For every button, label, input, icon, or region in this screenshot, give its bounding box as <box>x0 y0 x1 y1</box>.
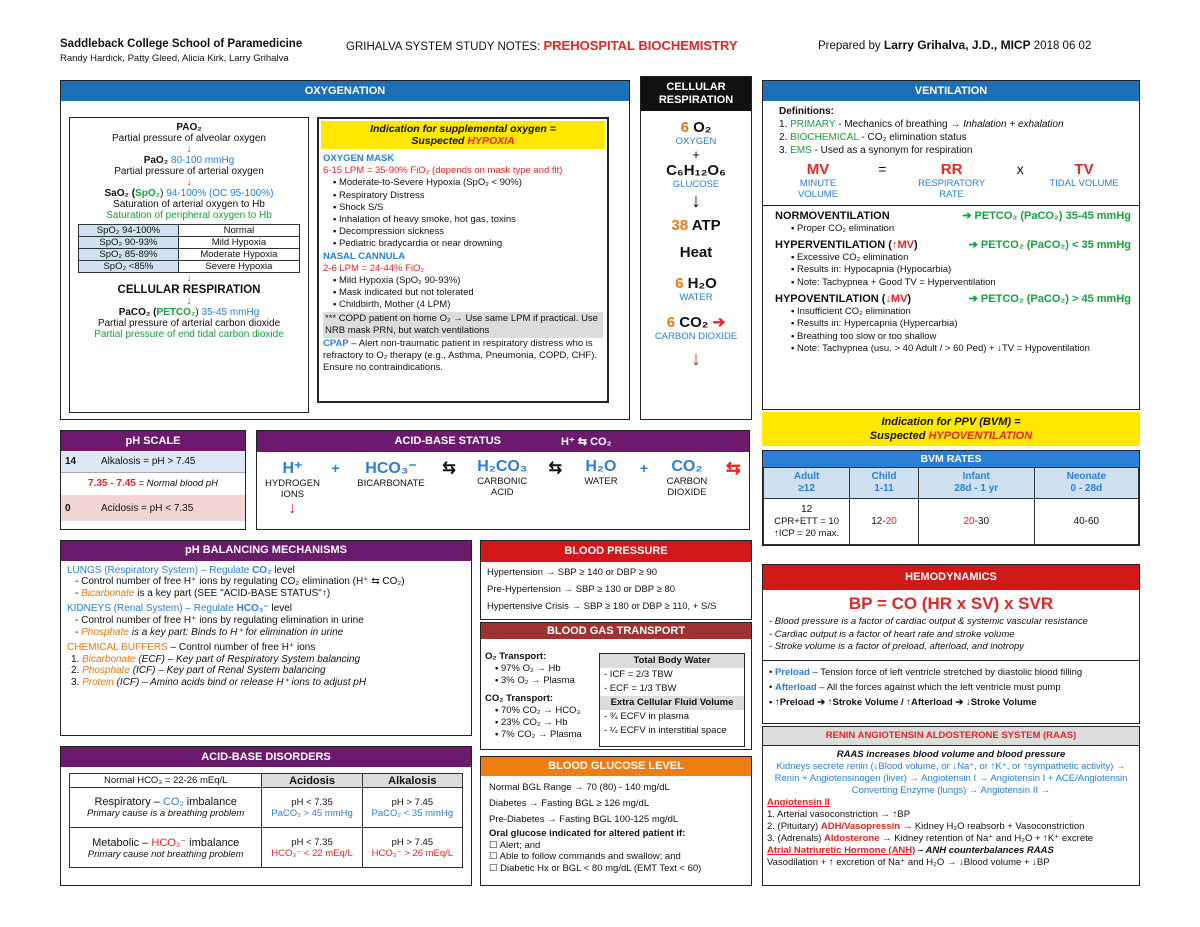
notes-prefix: GRIHALVA SYSTEM STUDY NOTES: <box>346 41 541 53</box>
list-item: • Proper CO₂ elimination <box>791 223 1139 236</box>
glucose-formula: C₆H₁₂O₆ <box>666 162 726 179</box>
raas-subtitle: RAAS increases blood volume and blood pressure <box>836 749 1066 760</box>
kidneys-phosphate: Phosphate <box>81 626 129 638</box>
co2: CO₂ <box>671 458 703 475</box>
hco3: HCO₃⁻ <box>365 460 417 477</box>
sao2-desc: Saturation of arterial oxygen to Hb <box>113 199 265 210</box>
anh-effect: Vasodilation + ↑ excretion of Na⁺ and H₂O → ↓Blood volume + ↓BP <box>767 857 1050 868</box>
hyper-mv: ↑MV <box>891 239 914 251</box>
abd-head-acidosis: Acidosis <box>262 774 362 788</box>
list-item: • Childbirth, Mother (4 LPM) <box>333 299 603 311</box>
acid-base-disorders-panel <box>60 746 472 886</box>
blood-gas-transport-panel <box>480 622 752 750</box>
cpap-text: – Alert non-traumatic patient in respiratory distress who is refractory to O₂ therapy (e.g., Asthma, Pneumonia, COPD, CHF). Ensure no contraindications. <box>323 338 598 374</box>
nc-list <box>323 275 603 312</box>
h2o-coef: 6 <box>675 275 684 292</box>
cellular-respiration-panel <box>640 76 752 420</box>
mv-equation <box>763 161 1139 200</box>
plus-sign: + <box>692 147 700 162</box>
table-cell: Mild Hypoxia <box>178 237 299 249</box>
phbal-content: LUNGS (Respiratory System) – Regulate CO₂ level - Control number of free H⁺ ions by regulating CO₂ elimination (H⁺ ⇆ CO₂) - Bicarbonate is a key part (SEE "ACID-BASE STATUS"↑) KIDNEYS (Renal System) – Regulate HCO₃⁻ level - Control number of free H⁺ ions by regulating elimination in urine - Phosphate is a key part: Binds to H⁺ for elimination in urine CHEMICAL BUFFERS – Control number of free H⁺ ions 1. Bicarbonate (ECF) – Key part of Respiratory System balancing 2. Phosphate (ICF) – Key part of Renal System balancing 3. Protein (ICF) – Amino acids bind or release H⁺ ions to adjust pH <box>67 564 405 688</box>
equals-sign: = <box>878 161 887 177</box>
oxygen-cascade-box: PAO₂ Partial pressure of alveolar oxygen ↓ PaO₂ 80-100 mmHg Partial pressure of arterial oxygen ↓ SaO₂ (SpO₂) 94-100% (OC 95-100%) Saturation of arterial oxygen to Hb Saturation of peripheral oxygen to Hb SpO₂ 94-100% Normal SpO₂ 90-93% Mild Hypoxia SpO₂ 85-89% Moderate Hypoxia SpO₂ <85% Severe Hypoxia ↓ CELLULAR RESPIRATION ↓ PaCO₂ (PETCO₂) 35-45 mmHg Partial pressure of arterial carbon dioxide Partial pressure of end tidal carbon dioxide <box>69 117 309 413</box>
raas-title: RENIN ANGIOTENSIN ALDOSTERONE SYSTEM (RAAS) <box>763 727 1139 746</box>
checkbox-alert: Alert; and <box>499 839 541 851</box>
down-arrow: ↓ <box>288 500 297 517</box>
hyperventilation: HYPERVENTILATION ( <box>775 239 892 251</box>
table-cell: Normal <box>178 225 299 237</box>
ecf-heading: Extra Cellular Fluid Volume <box>600 696 744 710</box>
meta-cause: Primary cause not breathing problem <box>87 848 244 860</box>
oxygenation-title: OXYGENATION <box>61 81 629 101</box>
bvm-rates-panel <box>762 450 1140 546</box>
down-arrow: ↓ <box>186 144 192 155</box>
rr-desc: RESPIRATORY RATE <box>918 178 986 200</box>
blood-pressure-panel <box>480 540 752 620</box>
cellresp-title: CELLULAR RESPIRATION <box>641 77 751 111</box>
list-item: • Inhalation of heavy smoke, hot gas, toxins <box>333 214 603 226</box>
h2o: H₂O <box>585 458 617 475</box>
list-item: • Decompression sickness <box>333 226 603 238</box>
bvm-neonate: 40-60 <box>1034 499 1138 545</box>
raas-panel <box>762 726 1140 886</box>
kidneys-line1: Control number of free H⁺ ions by regulating elimination in urine <box>81 614 364 626</box>
h-label: HYDROGEN IONS <box>265 478 320 500</box>
bp-content <box>481 562 751 617</box>
bvm-adult-cpr: CPR+ETT = 10 <box>774 515 840 527</box>
bgt-title: BLOOD GAS TRANSPORT <box>481 623 751 639</box>
notes-title: PREHOSPITAL BIOCHEMISTRY <box>543 38 738 53</box>
o2-coef: 6 <box>680 119 689 136</box>
right-arrow-icon: ➔ <box>712 314 726 331</box>
angiotensin2-heading: Angiotensin II <box>767 797 830 808</box>
co2-coef: 6 <box>666 314 676 331</box>
list-item: • Results in: Hypocapnia (Hypocarbia) <box>791 264 1139 277</box>
chem-protein: Protein <box>82 676 114 688</box>
alkalosis-text: Alkalosis = pH > 7.45 <box>101 456 196 467</box>
list-item: • 7% CO₂ → Plasma <box>495 729 597 741</box>
vent-definitions: Definitions: 1. PRIMARY - Mechanics of breathing → Inhalation + exhalation 2. BIOCHEMICAL - CO₂ elimination status 3. EMS - Used as a synonym for respiration <box>763 101 1139 157</box>
ph-scale-panel <box>60 430 246 530</box>
bp-title: BLOOD PRESSURE <box>481 541 751 562</box>
def-biochem-text: - CO₂ elimination status <box>858 132 967 143</box>
raas-pathway: Kidneys secrete renin (↓Blood volume, or ↓Na⁺, or ↑K⁺, or ↑sympathetic activity) → Renin + Angiotensinogen (liver) → Angiotensin I → Angiotensin I + ACE/Angiotensin Converting Enzyme (lungs) → Angiotensin II → <box>774 761 1128 796</box>
supp-hypoxia: HYPOXIA <box>467 135 515 147</box>
chem-phosphate: Phosphate <box>82 665 130 677</box>
def-ems-text: - Used as a synonym for respiration <box>811 145 973 156</box>
oxygenation-panel <box>60 80 630 420</box>
adh-label: ADH/Vasopressin <box>820 821 901 832</box>
list-item: • Pediatric bradycardia or near drowning <box>333 238 603 250</box>
tbw-heading: Total Body Water <box>600 654 744 668</box>
checkbox-diabetic: Diabetic Hx or BGL < 80 mg/dL (EMT Text < 60) <box>500 862 702 874</box>
bvm-table <box>763 467 1139 545</box>
ph-0: 0 <box>65 502 71 514</box>
h2co3-label: CARBONIC ACID <box>477 476 528 498</box>
chem-heading: CHEMICAL BUFFERS <box>67 642 168 654</box>
notes-title-line <box>346 38 738 53</box>
mv-desc: MINUTE VOLUME <box>797 178 839 200</box>
hemo-equation <box>763 593 1139 613</box>
abd-title: ACID-BASE DISORDERS <box>61 747 471 767</box>
list-item: • Mild Hypoxia (SpO₂ 90-93%) <box>333 275 603 287</box>
bp-equation: BP = CO (HR x SV) x SVR <box>848 593 1054 613</box>
list-item: • 97% O₂ → Hb <box>495 663 597 675</box>
oral-glucose-heading: Oral glucose indicated for altered patient if: <box>489 827 686 839</box>
red-equilibrium-icon: ⇆ <box>725 458 741 478</box>
normo-range: ➔ PETCO₂ (PaCO₂) 35-45 mmHg <box>962 210 1131 222</box>
list-item: • 70% CO₂ → HCO₃ <box>495 705 597 717</box>
ph-normal-row <box>61 473 245 495</box>
resp-label: Respiratory – <box>94 796 163 808</box>
co2-formula: CO₂ <box>679 314 709 331</box>
meta-acid-hco3: HCO₃⁻ < 22 mEq/L <box>271 847 353 859</box>
co2-transport-heading: CO₂ Transport: <box>485 693 554 704</box>
raas-effect2c: → Kidney H₂O reabsorb + Vasoconstriction <box>900 821 1085 832</box>
bgl-title: BLOOD GLUCOSE LEVEL <box>481 757 751 776</box>
paco2-label: PaCO₂ ( <box>118 307 157 318</box>
list-item: • Shock S/S <box>333 202 603 214</box>
chem-line3: (ICF) – Amino acids bind or release H⁺ ions to adjust pH <box>113 676 367 688</box>
resp-co2: CO₂ <box>162 796 184 808</box>
list-item: • Insufficient CO₂ elimination <box>791 306 1139 319</box>
authors: Randy Hardick, Patty Gleed, Alicia Kirk, Larry Grihalva <box>60 53 289 64</box>
bgl-prediabetes: Pre-Diabetes → Fasting BGL 100-125 mg/dL <box>489 813 679 825</box>
glucose-label: GLUCOSE <box>672 179 720 190</box>
chem-bicarb: Bicarbonate <box>82 653 136 665</box>
oxygen-mask-heading: OXYGEN MASK <box>323 153 395 164</box>
hemodynamics-panel <box>762 564 1140 724</box>
nc-lpm: 2-6 LPM = 24-44% FiO₂ <box>323 262 425 274</box>
raas-effect3c: → Kidney retention of Na⁺ and H₂O + ↑K⁺ excrete <box>879 833 1094 844</box>
chem-line1: (ECF) – Key part of Respiratory System balancing <box>135 653 361 665</box>
spo2-desc: Saturation of peripheral oxygen to Hb <box>106 210 272 221</box>
kidneys-line2: is a key part: Binds to H⁺ for elimination in urine <box>128 626 344 638</box>
times-sign: x <box>1016 161 1024 177</box>
load-summary: ↑Preload ➔ ↑Stroke Volume / ↑Afterload ➔ ↓Stroke Volume <box>774 696 1037 708</box>
oxygen-label: OXYGEN <box>675 136 717 147</box>
school-name: Saddleback College School of Paramedicine <box>60 38 303 50</box>
cpap-heading: CPAP <box>323 338 349 350</box>
pao2-label: PAO₂ <box>176 122 202 133</box>
list-item: • Moderate-to-Severe Hypoxia (SpO₂ < 90%) <box>333 177 603 189</box>
co2-label: CARBON DIOXIDE <box>666 476 708 498</box>
ph-acidosis-row <box>61 495 245 521</box>
meta-alk-hco3: HCO₃⁻ > 26 mEq/L <box>371 847 454 859</box>
bvm-head-sub: ≥12 <box>798 483 815 495</box>
bvm-infant-red: 20 <box>963 515 975 527</box>
mv-label: MV <box>806 161 830 178</box>
o2-transport-heading: O₂ Transport: <box>485 651 547 662</box>
hyper-range: ➔ PETCO₂ (PaCO₂) < 35 mmHg <box>968 239 1131 251</box>
lungs-line1: Control number of free H⁺ ions by regulating CO₂ elimination (H⁺ ⇆ CO₂) <box>81 576 405 588</box>
kidneys-sub: (Renal System) – Regulate <box>110 603 237 615</box>
ph-balancing-panel <box>60 540 472 736</box>
list-item: • 23% CO₂ → Hb <box>495 717 597 729</box>
supplemental-oxygen-box <box>317 117 609 403</box>
supp-title <box>321 121 605 149</box>
tv-desc: TIDAL VOLUME <box>1049 178 1119 189</box>
hemo-note1: - Blood pressure is a factor of cardiac output & systemic vascular resistance <box>769 616 1088 627</box>
hypo-mv: ↓MV <box>885 293 908 305</box>
bvm-child: 12- <box>871 515 886 527</box>
ph-alkalosis-row <box>61 451 245 473</box>
prepared-date: 2018 06 02 <box>1033 40 1092 52</box>
bvm-adult: 12 <box>801 503 813 515</box>
acid-base-status-panel <box>256 430 750 530</box>
resp-acid-ph: pH < 7.35 <box>291 796 333 808</box>
pao2-desc: Partial pressure of alveolar oxygen <box>112 133 266 144</box>
heat-label: Heat <box>679 244 713 261</box>
supp-title-line1: Indication for supplemental oxygen = <box>370 123 556 135</box>
lungs-line2: is a key part (SEE "ACID-BASE STATUS"↑) <box>134 587 331 599</box>
meta-acid-ph: pH < 7.35 <box>291 836 333 848</box>
nasal-cannula-heading: NASAL CANNULA <box>323 250 406 262</box>
abs-equation-row <box>257 452 749 518</box>
kidneys-hco3: HCO₃⁻ <box>236 603 269 615</box>
ph-14: 14 <box>65 456 77 467</box>
resp-alk-ph: pH > 7.45 <box>391 796 434 808</box>
preload-label: Preload <box>774 666 810 678</box>
prepared-by <box>818 38 1091 52</box>
bvm-adult-icp: ↑ICP = 20 max. <box>774 527 840 539</box>
list-item: • Results in: Hypercapnia (Hypercarbia) <box>791 318 1139 331</box>
list-item: • Excessive CO₂ elimination <box>791 252 1139 265</box>
hemo-title: HEMODYNAMICS <box>763 565 1139 590</box>
list-item: • Mask indicated but not tolerated <box>333 287 603 299</box>
paco2-desc: Partial pressure of arterial carbon dioxide <box>97 318 281 329</box>
list-item: • Note: Tachypnea + Good TV = Hyperventilation <box>791 277 1139 290</box>
raas-effect1: 1. Arterial vasoconstriction → ↑BP <box>767 809 911 820</box>
down-arrow: ↓ <box>691 348 701 370</box>
copd-note: *** COPD patient on home O₂ → Use same LPM if practical. Use NRB mask PRN, but watch ventilations <box>323 312 603 338</box>
bvm-head: Adult <box>793 471 820 483</box>
down-arrow: ↓ <box>186 296 192 307</box>
anh-text: – ANH counterbalances RAAS <box>915 845 1054 856</box>
supp-title-line2: Suspected <box>411 135 468 147</box>
lungs-sub: (Respiratory System) – Regulate <box>101 564 253 576</box>
meta-hco3: HCO₃⁻ <box>151 836 187 849</box>
rr-label: RR <box>940 161 963 178</box>
hco3-label: BICARBONATE <box>357 478 425 489</box>
pao2b-label: PaO₂ <box>143 155 169 166</box>
load-section: • Preload – Tension force of left ventricle stretched by diastolic blood filling • Afterload – All the forces against which the left ventricle must pump • ↑Preload ➔ ↑Stroke Volume / ↑Afterload ➔ ↓Stroke Volume <box>763 660 1139 714</box>
bp-hypertension: Hypertension → SBP ≥ 140 or DBP ≥ 90 <box>487 567 658 578</box>
definitions-heading: Definitions: <box>779 106 834 117</box>
bgl-content: Normal BGL Range → 70 (80) - 140 mg/dL Diabetes → Fasting BGL ≥ 126 mg/dL Pre-Diabetes → Fasting BGL 100-125 mg/dL Oral glucose indicated for altered patient if: ☐ Alert; and ☐ Able to follow commands and swallow; and ☐ Diabetic Hx or BGL < 80 mg/dL (EMT Text < 60) <box>481 776 751 879</box>
bvm-head-sub: 28d - 1 yr <box>954 483 999 495</box>
def-primary: PRIMARY <box>790 119 836 130</box>
plus-sign: + <box>331 460 340 476</box>
sao2-value: 94-100% (OC 95-100%) <box>166 188 274 199</box>
co2-label: CARBON DIOXIDE <box>654 331 738 342</box>
h-ion: H⁺ <box>282 460 303 477</box>
resp-cause: Primary cause is a breathing problem <box>87 808 245 819</box>
afterload-label: Afterload <box>774 681 817 693</box>
blood-glucose-panel <box>480 756 752 886</box>
ppv-line1: Indication for PPV (BVM) = <box>881 416 1021 428</box>
def-primary-text: - Mechanics of breathing → <box>835 119 964 130</box>
chem-sub: – Control number of free H⁺ ions <box>167 642 316 654</box>
def-biochem: BIOCHEMICAL <box>790 132 859 143</box>
down-arrow: ↓ <box>691 190 701 212</box>
lungs-bicarb: Bicarbonate <box>81 587 135 599</box>
lungs-co2: CO₂ <box>252 564 272 576</box>
def-primary-ital: Inhalation + exhalation <box>963 119 1064 130</box>
bvm-head: Infant <box>962 471 990 483</box>
def-ems: EMS <box>790 145 812 156</box>
afterload-text: – All the forces against which the left ventricle must pump <box>816 681 1061 693</box>
kidneys-heading: KIDNEYS <box>67 603 111 615</box>
ventilation-panel <box>762 80 1140 410</box>
bvm-infant: -30 <box>974 515 990 527</box>
ph-scale-title: pH SCALE <box>61 431 245 451</box>
ventilation-states: NORMOVENTILATION ➔ PETCO₂ (PaCO₂) 35-45 mmHg • Proper CO₂ elimination HYPERVENTILATION (↑MV) ➔ PETCO₂ (PaCO₂) < 35 mmHg • Excessive CO₂ elimination • Results in: Hypocapnia (Hypocarbia) • Note: Tachypnea + Good TV = Hyperventilation HYPOVENTILATION (↓MV) ➔ PETCO₂ (PaCO₂) > 45 mmHg • Insufficient CO₂ elimination • Results in: Hypercapnia (Hypercarbia) • Breathing too slow or too shallow • Note: Tachypnea (usu. > 40 Adult / > 60 Ped) + ↓TV = Hypoventilation <box>763 205 1139 356</box>
bvm-head: Child <box>871 471 897 483</box>
table-cell: SpO₂ 85-89% <box>79 249 179 261</box>
preload-text: – Tension force of left ventricle stretched by diastolic blood filling <box>809 666 1083 678</box>
resp-alk-paco2: PaCO₂ < 35 mmHg <box>371 807 454 819</box>
h2o-formula: H₂O <box>687 275 717 292</box>
mask-lpm: 6-15 LPM = 35-90% FiO₂ (depends on mask type and fit) <box>323 165 563 177</box>
abs-title: ACID-BASE STATUS <box>394 435 502 447</box>
prepared-prefix: Prepared by <box>818 40 881 52</box>
atp-label: ATP <box>691 217 721 234</box>
aldosterone-label: Aldosterone <box>824 833 880 844</box>
ecf-interstitial: - ¼ ECFV in interstitial space <box>604 725 727 736</box>
mask-list <box>323 177 603 250</box>
abd-head-normal: Normal HCO₃ = 22-26 mEq/L <box>70 774 262 788</box>
h2co3: H₂CO₃ <box>477 458 528 475</box>
hypo-range: ➔ PETCO₂ (PaCO₂) > 45 mmHg <box>968 293 1131 305</box>
pao2b-value: 80-100 mmHg <box>170 155 235 166</box>
bp-crisis: Hypertensive Crisis → SBP ≥ 180 or DBP ≥ 110, + S/S <box>487 601 717 612</box>
prepared-name: Larry Grihalva, J.D., MICP <box>883 38 1031 52</box>
hypoventilation: HYPOVENTILATION ( <box>775 293 886 305</box>
ppv-hypovent: HYPOVENTILATION <box>928 430 1033 442</box>
spo2-label: SpO₂ <box>135 188 161 199</box>
tbw-icf: - ICF = 2/3 TBW <box>604 669 673 680</box>
list-item: • 3% O₂ → Plasma <box>495 675 597 687</box>
abd-table: Normal HCO₃ = 22-26 mEq/L Acidosis Alkalosis Respiratory – CO₂ imbalance Primary cause is a breathing problem pH < 7.35 PaCO₂ > 45 mmHg pH > 7.45 PaCO₂ < 35 mmHg Metabolic – HCO₃⁻ imbalance Primary cause not breathing problem pH < 7.35 HCO₃⁻ < 22 mEq/L pH > 7.45 HCO₃⁻ > 26 mEq/L <box>69 773 463 868</box>
tv-label: TV <box>1074 161 1094 178</box>
down-arrow: ↓ <box>186 177 192 188</box>
spo2-table <box>78 224 300 273</box>
table-cell: SpO₂ <85% <box>79 261 179 273</box>
raas-effect2a: 2. (Pituitary) <box>767 821 821 832</box>
abd-head-alkalosis: Alkalosis <box>362 774 462 788</box>
tbw-ecf: - ECF = 1/3 TBW <box>604 683 677 694</box>
pao2b-desc: Partial pressure of arterial oxygen <box>114 166 264 177</box>
body-water-box <box>599 653 745 747</box>
cellular-respiration-label: CELLULAR RESPIRATION <box>117 284 261 296</box>
phbal-title: pH BALANCING MECHANISMS <box>61 541 471 561</box>
ecf-plasma: - ¾ ECFV in plasma <box>604 711 689 722</box>
ventilation-title: VENTILATION <box>763 81 1139 101</box>
h2o-label: WATER <box>584 476 618 487</box>
meta-alk-ph: pH > 7.45 <box>391 836 434 848</box>
down-arrow: ↓ <box>186 273 192 284</box>
water-label: WATER <box>679 292 713 303</box>
bgl-normal: Normal BGL Range → 70 (80) - 140 mg/dL <box>489 781 670 793</box>
resp-acid-paco2: PaCO₂ > 45 mmHg <box>271 807 353 819</box>
bgl-diabetes: Diabetes → Fasting BGL ≥ 126 mg/dL <box>489 797 650 809</box>
bvm-title: BVM RATES <box>763 451 1139 467</box>
normal-range: 7.35 - 7.45 <box>88 478 136 489</box>
bvm-child-red: 20 <box>885 515 897 527</box>
abs-equation: H⁺ ⇆ CO₂ <box>561 436 612 448</box>
sao2-label: SaO₂ ( <box>104 188 136 199</box>
meta-label: Metabolic – <box>92 836 152 849</box>
list-item: • Breathing too slow or too shallow <box>791 331 1139 344</box>
lungs-heading: LUNGS <box>67 564 102 576</box>
ppv-indication <box>762 412 1140 446</box>
ppv-line2: Suspected <box>869 430 929 442</box>
raas-effect3a: 3. (Adrenals) <box>767 833 825 844</box>
o2-formula: O₂ <box>693 119 712 136</box>
table-cell: Severe Hypoxia <box>178 261 299 273</box>
gas-transport-lists <box>485 651 597 741</box>
plus-sign: + <box>639 460 649 476</box>
bvm-head-sub: 0 - 28d <box>1070 483 1103 495</box>
anh-label: Atrial Natriuretic Hormone (ANH) <box>767 845 916 856</box>
hemo-note3: - Stroke volume is a factor of preload, afterload, and inotropy <box>769 641 1025 652</box>
list-item: • Note: Tachypnea (usu. > 40 Adult / > 60 Ped) + ↓TV = Hypoventilation <box>791 343 1139 356</box>
paco2-value: 35-45 mmHg <box>201 307 260 318</box>
bvm-head: Neonate <box>1066 471 1107 483</box>
atp-coef: 38 <box>671 217 689 234</box>
hemo-note2: - Cardiac output is a factor of heart rate and stroke volume <box>769 628 1015 640</box>
abs-title-bar <box>257 431 749 452</box>
equilibrium-icon: ⇆ <box>442 460 456 477</box>
table-cell: SpO₂ 94-100% <box>79 225 179 237</box>
bvm-head-sub: 1-11 <box>874 483 894 495</box>
acidosis-text: Acidosis = pH < 7.35 <box>101 502 194 514</box>
normoventilation: NORMOVENTILATION <box>775 210 890 222</box>
list-item: • Respiratory Distress <box>333 190 603 202</box>
chem-line2: (ICF) – Key part of Renal System balancing <box>129 665 326 677</box>
petco2-desc: Partial pressure of end tidal carbon dioxide <box>94 329 284 340</box>
equilibrium-icon: ⇆ <box>548 460 563 477</box>
bp-prehypertension: Pre-Hypertension → SBP ≥ 130 or DBP ≥ 80 <box>487 584 676 595</box>
table-cell: Moderate Hypoxia <box>178 249 299 261</box>
normal-text: = Normal blood pH <box>135 478 218 489</box>
petco2-label: PETCO₂ <box>156 307 196 318</box>
checkbox-commands: Able to follow commands and swallow; and <box>499 851 681 862</box>
table-cell: SpO₂ 90-93% <box>79 237 179 249</box>
